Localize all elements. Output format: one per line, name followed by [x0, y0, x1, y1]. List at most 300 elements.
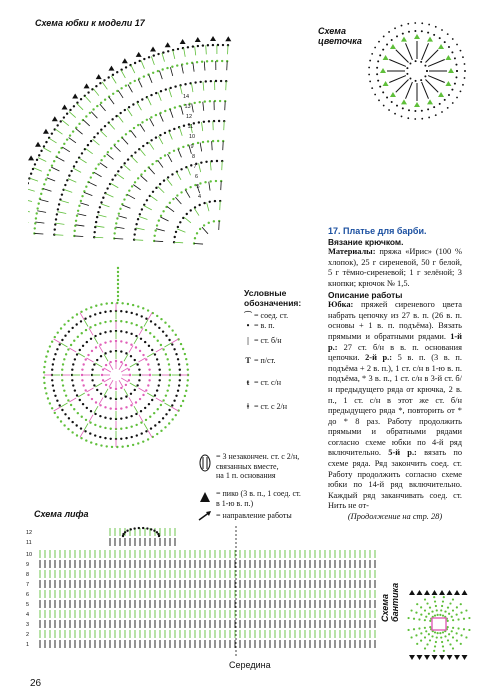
picot-mark — [96, 74, 102, 79]
chain-dot — [173, 128, 175, 130]
stitch-line — [75, 225, 84, 226]
picot-mark — [424, 655, 430, 660]
legend-list — [242, 310, 332, 420]
chain-dot — [64, 413, 66, 415]
chain-dot — [420, 79, 422, 81]
chain-dot — [186, 384, 188, 386]
row5-text: вязать по схеме ряда. Ряд закончить соед. ст. Работу продолжить согласно схеме юбки по 14-й ряд включительно. Каждый ряд заканчивать соед. ст. Нить не от- — [328, 448, 463, 511]
chain-dot — [35, 217, 37, 219]
chain-dot — [81, 152, 83, 154]
chain-dot — [153, 412, 155, 414]
chain-dot — [71, 368, 73, 370]
chain-dot — [454, 83, 456, 85]
chain-dot — [368, 74, 370, 76]
chain-dot — [158, 327, 160, 329]
stitch-line — [78, 353, 85, 357]
chain-dot — [406, 73, 408, 75]
chain-dot — [142, 307, 144, 309]
stitch-line — [47, 178, 55, 181]
chain-dot — [62, 363, 64, 365]
legend-item — [242, 336, 282, 345]
chain-dot — [378, 99, 380, 101]
chain-dot — [171, 329, 173, 331]
chain-dot — [66, 138, 68, 140]
chain-dot — [85, 358, 87, 360]
chain-dot — [93, 363, 95, 365]
chain-dot — [71, 379, 73, 381]
picot-mark — [72, 94, 78, 99]
chain-dot — [414, 30, 416, 32]
chain-dot — [134, 359, 136, 361]
chain-dot — [137, 177, 139, 179]
chain-dot — [171, 173, 173, 175]
chain-dot — [82, 384, 84, 386]
picot-mark — [414, 102, 420, 107]
chain-dot — [433, 106, 435, 108]
chain-dot — [442, 631, 444, 633]
chain-dot — [460, 612, 462, 614]
chain-dot — [465, 609, 467, 611]
chain-dot — [117, 271, 119, 273]
chain-dot — [137, 305, 139, 307]
chain-dot — [63, 143, 65, 145]
stitch-line — [167, 179, 173, 186]
chain-dot — [456, 70, 458, 72]
row1-text: 27 ст. б/н в в. п. основания цепочки. — [328, 342, 462, 363]
chain-dot — [109, 330, 111, 332]
chain-dot — [441, 29, 443, 31]
chain-dot — [104, 321, 106, 323]
chain-dot — [157, 53, 159, 55]
chain-dot — [187, 368, 189, 370]
chain-dot — [110, 147, 112, 149]
chain-dot — [141, 98, 143, 100]
stitch-line — [207, 202, 209, 211]
stitch-line — [119, 363, 123, 370]
chain-dot — [43, 183, 45, 185]
chain-dot — [63, 116, 65, 118]
stitch-line — [69, 348, 76, 352]
chain-dot — [147, 363, 149, 365]
chain-dot — [205, 80, 207, 82]
article-body — [328, 300, 462, 512]
chain-dot — [148, 379, 150, 381]
stitch-line — [199, 163, 201, 172]
legend-item — [242, 402, 287, 411]
stitch-line — [55, 129, 62, 134]
chain-dot — [54, 395, 56, 397]
chain-dot — [93, 384, 95, 386]
chain-dot — [444, 99, 446, 101]
chain-dot — [79, 399, 81, 401]
chain-dot — [117, 140, 119, 142]
chain-dot — [77, 412, 79, 414]
chain-dot — [136, 313, 138, 315]
chain-dot — [43, 145, 45, 147]
chain-dot — [95, 401, 97, 403]
chain-dot — [85, 329, 87, 331]
chain-dot — [100, 129, 102, 131]
chain-dot — [97, 211, 99, 213]
chain-dot — [175, 334, 177, 336]
stitch-line — [185, 190, 190, 198]
stitch-line — [206, 45, 207, 54]
stitch-line — [80, 203, 89, 206]
chain-dot — [165, 88, 167, 90]
chain-dot — [147, 438, 149, 440]
row-number: 12 — [186, 114, 193, 120]
chain-dot — [436, 609, 438, 611]
chain-dot — [451, 89, 453, 91]
chain-dot — [85, 439, 87, 441]
chain-dot — [47, 397, 49, 399]
chain-dot — [144, 170, 146, 172]
chain-dot — [155, 114, 157, 116]
chain-dot — [76, 313, 78, 315]
row-number: 12 — [26, 530, 33, 536]
chain-dot — [386, 43, 388, 45]
stitch-line — [51, 167, 59, 171]
stitch-line — [136, 228, 145, 230]
chain-dot — [164, 154, 166, 156]
chain-dot — [431, 610, 433, 612]
chain-dot — [66, 179, 68, 181]
chain-dot — [131, 436, 133, 438]
chain-dot — [168, 422, 170, 424]
stitch-line — [109, 363, 113, 370]
chain-dot — [148, 403, 150, 405]
chain-dot — [49, 169, 51, 171]
chain-dot — [67, 320, 69, 322]
chain-dot — [449, 602, 451, 604]
chain-dot — [414, 22, 416, 24]
chain-dot — [426, 602, 428, 604]
stitch-line — [28, 189, 35, 192]
chain-dot — [146, 199, 148, 201]
stitch-line — [156, 229, 165, 231]
chain-dot — [177, 390, 179, 392]
chain-dot — [452, 598, 454, 600]
chain-dot — [125, 311, 127, 313]
stitch-line — [40, 200, 49, 202]
chain-dot — [141, 208, 143, 210]
picot-mark — [210, 36, 216, 41]
chain-dot — [104, 437, 106, 439]
chain-dot — [80, 200, 82, 202]
chain-dot — [104, 125, 106, 127]
chain-dot — [401, 25, 403, 27]
stitch-line — [149, 75, 152, 83]
chain-dot — [64, 334, 66, 336]
stitch-line — [98, 215, 107, 217]
stitch-line — [131, 130, 136, 137]
chain-dot — [156, 389, 158, 391]
legend-text: = в. п. — [254, 321, 275, 330]
chain-dot — [203, 224, 205, 226]
chain-dot — [164, 132, 166, 134]
legend-extra-text: = пико (3 в. п., 1 соед. ст. в 1-ю в. п.) — [216, 489, 301, 508]
chain-dot — [189, 186, 191, 188]
stitch-line — [171, 407, 178, 411]
chain-dot — [107, 151, 109, 153]
chain-dot — [460, 634, 462, 636]
stitch-line — [73, 168, 81, 172]
stitch-line — [150, 196, 157, 201]
chain-dot — [152, 72, 154, 74]
stitch-line — [202, 227, 208, 234]
chain-dot — [462, 84, 464, 86]
chain-dot — [145, 430, 147, 432]
chain-dot — [165, 413, 167, 415]
chain-dot — [142, 527, 144, 529]
chain-dot — [451, 616, 453, 618]
chain-dot — [81, 195, 83, 197]
chain-dot — [85, 185, 87, 187]
chain-dot — [413, 628, 415, 630]
picot-mark — [108, 66, 114, 71]
chain-dot — [95, 85, 97, 87]
chain-dot — [439, 614, 441, 616]
chain-dot — [67, 428, 69, 430]
stitch-line — [78, 393, 85, 397]
chain-dot — [435, 641, 437, 643]
chain-dot — [179, 221, 181, 223]
chain-dot — [49, 402, 51, 404]
row-number: 11 — [26, 540, 32, 546]
skirt-label: Юбка: — [328, 300, 354, 310]
chain-dot — [114, 174, 116, 176]
chain-dot — [153, 54, 155, 56]
chain-dot — [186, 62, 188, 64]
chain-dot — [47, 350, 49, 352]
chain-dot — [109, 340, 111, 342]
skirt-diagram — [28, 30, 328, 500]
stitch-line — [57, 212, 66, 214]
chain-dot — [63, 424, 65, 426]
stitch-line — [77, 103, 83, 109]
row-number: 7 — [26, 582, 30, 588]
chain-dot — [130, 404, 132, 406]
chain-dot — [95, 443, 97, 445]
chain-dot — [100, 159, 102, 161]
chain-dot — [84, 430, 86, 432]
stitch-line — [104, 354, 108, 361]
chain-dot — [130, 333, 132, 335]
chain-dot — [382, 49, 384, 51]
row-number: 6 — [195, 174, 199, 180]
chain-dot — [149, 416, 151, 418]
chain-dot — [128, 106, 130, 108]
chain-dot — [447, 626, 449, 628]
chain-dot — [104, 427, 106, 429]
picot-mark — [409, 590, 415, 595]
chain-dot — [199, 228, 201, 230]
chain-dot — [203, 202, 205, 204]
chain-dot — [120, 310, 122, 312]
chain-dot — [420, 632, 422, 634]
chain-dot — [145, 318, 147, 320]
stitch-line — [55, 223, 64, 224]
chain-dot — [460, 50, 462, 52]
stitch-line — [91, 112, 97, 119]
chain-dot — [142, 440, 144, 442]
chain-dot — [452, 636, 454, 638]
stitch-line — [129, 346, 133, 353]
chain-dot — [120, 407, 122, 409]
chain-dot — [125, 395, 127, 397]
chain-dot — [211, 160, 213, 162]
chain-dot — [120, 428, 122, 430]
chain-dot — [71, 327, 73, 329]
flower-diagram — [362, 16, 472, 126]
stitch-line — [139, 217, 147, 220]
stitch-line — [111, 76, 116, 84]
stitch-line — [28, 210, 30, 212]
chain-dot — [90, 176, 92, 178]
row-number: 2 — [26, 632, 30, 638]
chain-dot — [140, 338, 142, 340]
chain-dot — [456, 606, 458, 608]
stitch-line — [117, 174, 124, 179]
row-number: 13 — [184, 104, 191, 110]
chain-dot — [123, 162, 125, 164]
stitch-line — [54, 407, 61, 411]
chain-dot — [447, 107, 449, 109]
chain-dot — [434, 600, 436, 602]
chain-dot — [132, 304, 134, 306]
chain-dot — [410, 636, 412, 638]
chain-dot — [117, 267, 119, 269]
chain-dot — [424, 75, 426, 77]
chain-dot — [213, 220, 215, 222]
chain-dot — [460, 603, 462, 605]
chain-dot — [165, 353, 167, 355]
stitch-line — [180, 85, 182, 94]
chain-dot — [76, 434, 78, 436]
chain-dot — [156, 224, 158, 226]
chain-dot — [136, 434, 138, 436]
chain-dot — [112, 93, 114, 95]
chain-dot — [61, 379, 63, 381]
chain-dot — [377, 80, 379, 82]
stitch-line — [43, 148, 51, 152]
chain-dot — [99, 322, 101, 324]
chain-dot — [448, 633, 450, 635]
stitch-line — [148, 313, 152, 320]
chain-dot — [134, 389, 136, 391]
chain-dot — [207, 44, 209, 46]
chain-dot — [119, 112, 121, 114]
chain-dot — [184, 395, 186, 397]
stitch-line — [428, 60, 445, 67]
chain-dot — [99, 312, 101, 314]
chain-dot — [125, 341, 127, 343]
chain-dot — [178, 384, 180, 386]
chain-dot — [110, 428, 112, 430]
stitch-line — [38, 158, 46, 162]
chain-dot — [135, 401, 137, 403]
skirt-text: пряжей сиреневого цвета набрать цепочку из 27 в. п. (26 в. п. основы + 1 в. п. подъёма). Вязать прямыми и обратными рядами. — [328, 300, 462, 341]
chain-dot — [89, 326, 91, 328]
chain-dot — [95, 167, 97, 169]
stitch-line — [178, 149, 181, 157]
chain-dot — [138, 379, 140, 381]
stitch-line — [140, 149, 146, 156]
chain-dot — [439, 37, 441, 39]
chain-dot — [51, 369, 53, 371]
chain-dot — [427, 32, 429, 34]
chain-dot — [117, 279, 119, 281]
stitch-line — [94, 406, 98, 413]
chain-dot — [456, 44, 458, 46]
chain-dot — [104, 417, 106, 419]
chain-dot — [120, 361, 122, 363]
chain-dot — [95, 221, 97, 223]
chain-dot — [135, 335, 137, 337]
stitch-line — [396, 79, 409, 92]
chain-dot — [104, 341, 106, 343]
chain-dot — [151, 163, 153, 165]
stitch-line — [100, 163, 107, 168]
chain-dot — [47, 174, 49, 176]
stitch-line — [54, 339, 61, 343]
chain-dot — [130, 344, 132, 346]
chain-dot — [97, 132, 99, 134]
chain-dot — [100, 444, 102, 446]
stitch-line — [131, 65, 135, 73]
chain-dot — [99, 415, 101, 417]
skirt-fan — [28, 36, 231, 245]
chain-dot — [70, 344, 72, 346]
stitch-line — [69, 398, 76, 402]
stitch-line — [77, 214, 86, 216]
picot-mark — [383, 81, 389, 86]
stitch-line — [147, 353, 154, 357]
chain-dot — [70, 170, 72, 172]
chain-dot — [424, 619, 426, 621]
chain-dot — [190, 164, 192, 166]
chain-dot — [148, 368, 150, 370]
chain-dot — [78, 205, 80, 207]
chain-dot — [77, 210, 79, 212]
stitch-line — [422, 82, 429, 99]
chain-dot — [420, 606, 422, 608]
stitch-line — [84, 320, 88, 327]
chain-dot — [104, 406, 106, 408]
chain-dot — [73, 165, 75, 167]
chain-dot — [82, 403, 84, 405]
chain-dot — [204, 100, 206, 102]
chain-dot — [94, 324, 96, 326]
chain-dot — [117, 275, 119, 277]
chain-dot — [111, 302, 113, 304]
stitch-line — [144, 320, 148, 327]
chain-dot — [90, 306, 92, 308]
chain-dot — [171, 404, 173, 406]
stitch-line — [159, 71, 162, 80]
chain-dot — [114, 143, 116, 145]
stitch-line — [95, 226, 104, 227]
stitch-line — [30, 178, 38, 181]
stitch-line — [184, 48, 186, 57]
row-number: 14 — [183, 94, 190, 100]
row-number: 1 — [26, 642, 30, 648]
stitch-line — [62, 120, 69, 126]
chain-dot — [30, 173, 32, 175]
chain-dot — [447, 639, 449, 641]
stitch-line — [195, 46, 196, 55]
chain-dot — [151, 349, 153, 351]
